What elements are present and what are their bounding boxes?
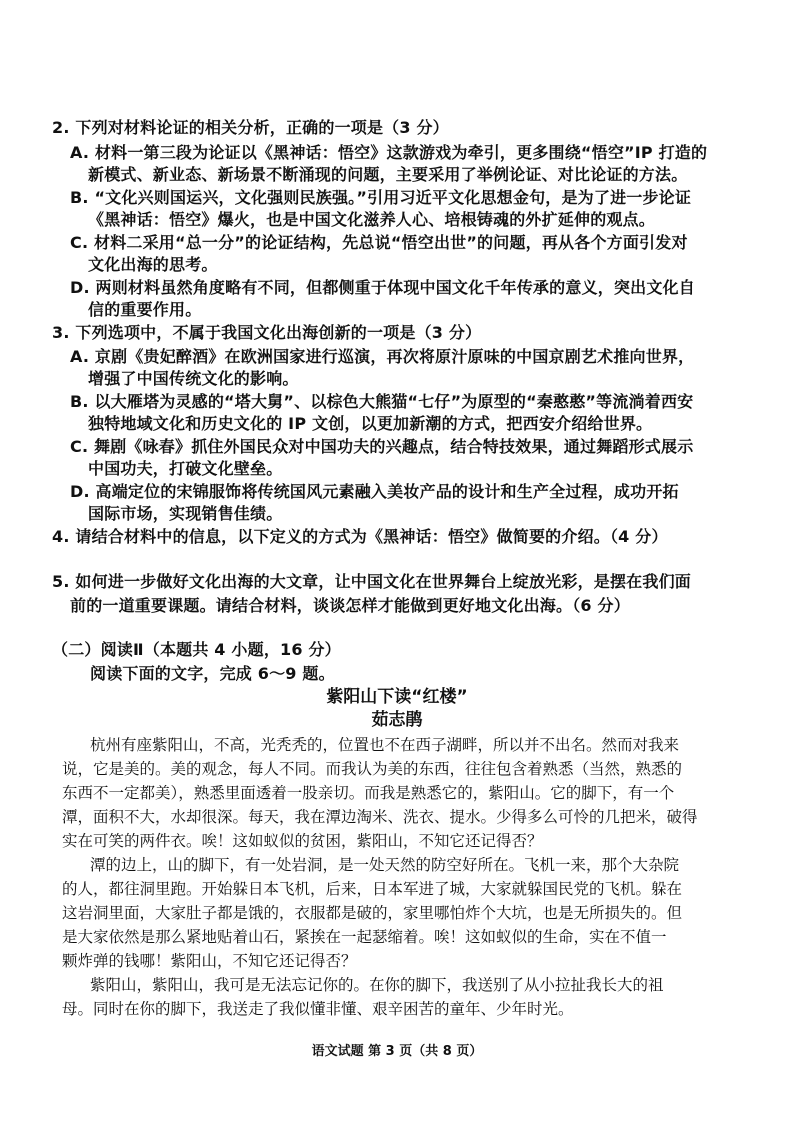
- article-line: 说，它是美的。美的观念，每人不同。而我认为美的东西，往往包含着熟悉（当然，熟悉的: [62, 760, 683, 778]
- question-3-option-c: C. 舞剧《咏春》抓住外国民众对中国功夫的兴趣点，结合特技效果，通过舞蹈形式展示: [70, 437, 694, 456]
- article-line: 潭的边上，山的脚下，有一处岩洞，是一处天然的防空好所在。飞机一来，那个大杂院: [90, 856, 680, 874]
- question-2-option-b-cont: 《黑神话：悟空》爆火，也是中国文化滋养人心、培根铸魂的外扩延伸的观点。: [88, 210, 656, 229]
- question-2-option-c-cont: 文化出海的思考。: [88, 255, 218, 274]
- question-2-option-d-cont: 信的重要作用。: [88, 300, 202, 319]
- article-line: 紫阳山，紫阳山，我可是无法忘记你的。在你的脚下，我送别了从小拉扯我长大的祖: [90, 976, 664, 994]
- question-2-option-a: A. 材料一第三段为论证以《黑神话：悟空》这款游戏为牵引，更多围绕“悟空”IP 打造的: [70, 143, 708, 162]
- question-4-stem: 4. 请结合材料中的信息，以下定义的方式为《黑神话：悟空》做简要的介绍。（4 分）: [52, 527, 668, 546]
- section-heading: （二）阅读Ⅱ（本题共 4 小题，16 分）: [52, 640, 341, 659]
- question-2-option-a-cont: 新模式、新业态、新场景不断涌现的问题，主要采用了举例论证、对比论证的方法。: [88, 165, 688, 184]
- question-2-option-c: C. 材料二采用“总一分”的论证结构，先总说“悟空出世”的问题，再从各个方面引发对: [70, 233, 688, 252]
- article-title: 紫阳山下读“红楼”: [326, 687, 468, 707]
- section-instruction: 阅读下面的文字，完成 6～9 题。: [90, 664, 335, 683]
- article-line: 这岩洞里面，大家肚子都是饿的，衣服都是破的，家里哪怕炸个大坑，也是无所损失的。但: [62, 904, 683, 922]
- question-5-stem: 5. 如何进一步做好文化出海的大文章，让中国文化在世界舞台上绽放光彩，是摆在我们面: [52, 572, 691, 591]
- article-line: 是大家依然是那么紧地贴着山石，紧挨在一起瑟缩着。唉！这如蚁似的生命，实在不值一: [62, 928, 667, 946]
- article-line: 潭，面积不大，水却很深。每天，我在潭边淘米、洗衣、提水。少得多么可怜的几把米，破得: [62, 808, 698, 826]
- question-3-option-a-cont: 增强了中国传统文化的影响。: [88, 369, 299, 388]
- question-3-stem: 3. 下列选项中，不属于我国文化出海创新的一项是（3 分）: [52, 323, 482, 342]
- question-3-option-c-cont: 中国功夫，打破文化壁垒。: [88, 459, 283, 478]
- page-footer: 语文试题 第 3 页（共 8 页）: [311, 1044, 483, 1059]
- article-line: 东西不一定都美），熟悉里面透着一股亲切。而我是熟悉它的，紫阳山。它的脚下，有一个: [62, 784, 675, 802]
- article-line: 颗炸弹的钱哪！紫阳山，不知它还记得否？: [62, 952, 357, 970]
- article-line: 实在可笑的两件衣。唉！这如蚁似的贫困，紫阳山，不知它还记得否？: [62, 832, 543, 850]
- article-line: 的人，都往洞里跑。开始躲日本飞机，后来，日本军进了城，大家就躲国民党的飞机。躲在: [62, 880, 683, 898]
- question-5-stem-cont: 前的一道重要课题。请结合材料，谈谈怎样才能做到更好地文化出海。（6 分）: [70, 596, 630, 615]
- question-3-option-b: B. 以大雁塔为灵感的“塔大舅”、以棕色大熊猫“七仔”为原型的“秦憨憨”等流淌着西安: [70, 392, 694, 411]
- question-3-option-d: D. 高端定位的宋锦服饰将传统国风元素融入美妆产品的设计和生产全过程，成功开拓: [70, 482, 679, 501]
- question-3-option-b-cont: 独特地域文化和历史文化的 IP 文创，以更加新潮的方式，把西安介绍给世界。: [88, 414, 653, 433]
- article-author: 茹志鹃: [371, 710, 423, 730]
- question-2-stem: 2. 下列对材料论证的相关分析，正确的一项是（3 分）: [52, 118, 449, 137]
- article-line: 母。同时在你的脚下，我送走了我似懂非懂、艰辛困苦的童年、少年时光。: [62, 1000, 574, 1018]
- article-line: 杭州有座紫阳山，不高，光秃秃的，位置也不在西子湖畔，所以并不出名。然而对我来: [90, 736, 680, 754]
- question-2-option-d: D. 两则材料虽然角度略有不同，但都侧重于体现中国文化千年传承的意义，突出文化自: [70, 278, 695, 297]
- question-3-option-a: A. 京剧《贵妃醉酒》在欧洲国家进行巡演，再次将原汁原味的中国京剧艺术推向世界，: [70, 347, 695, 366]
- question-2-option-b: B. “文化兴则国运兴，文化强则民族强。”引用习近平文化思想金句，是为了进一步论证: [70, 188, 692, 207]
- question-3-option-d-cont: 国际市场，实现销售佳绩。: [88, 504, 283, 523]
